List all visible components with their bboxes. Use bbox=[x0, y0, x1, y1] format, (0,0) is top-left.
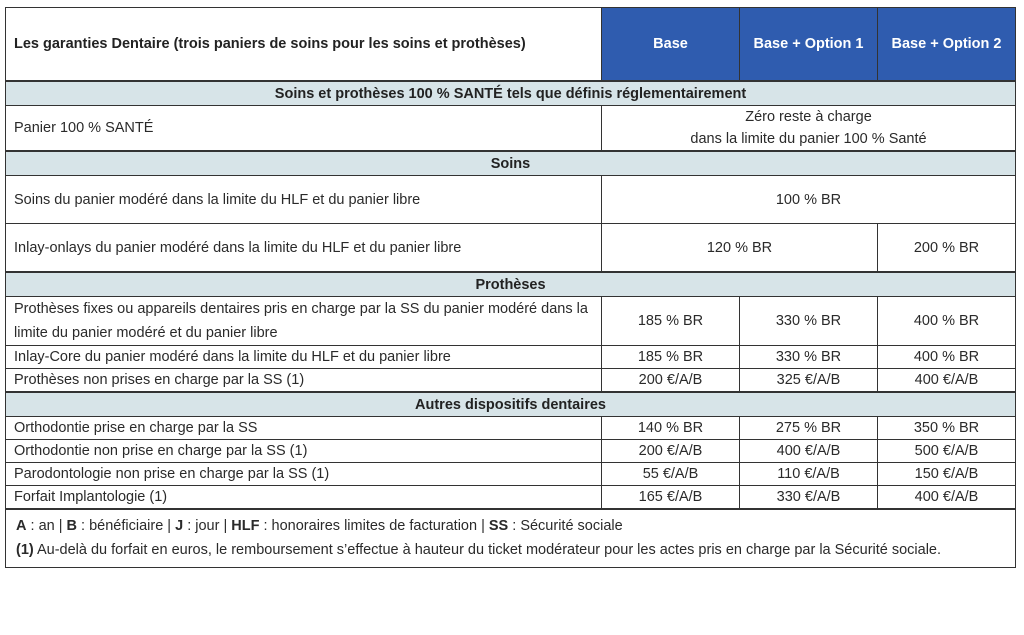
row-label: Orthodontie non prise en charge par la SS (1) bbox=[6, 440, 602, 463]
legend-text-ss: : Sécurité sociale bbox=[508, 518, 623, 534]
legend-key-a: A bbox=[16, 518, 27, 534]
notes-cell bbox=[6, 509, 1016, 568]
value-base: 185 % BR bbox=[602, 297, 740, 346]
legend-key-ss: SS bbox=[488, 518, 509, 534]
table-row bbox=[6, 440, 1016, 463]
legend-key-hlf: HLF bbox=[231, 518, 260, 534]
section-title-100-sante: Soins et prothèses 100 % SANTÉ tels que définis réglementairement bbox=[6, 81, 1016, 106]
value-option-2: 400 €/A/B bbox=[878, 486, 1016, 510]
value-option-1: 330 % BR bbox=[740, 297, 878, 346]
table-title: Les garanties Dentaire (trois paniers de soins pour les soins et prothèses) bbox=[6, 8, 602, 82]
section-title-autres-dispositifs: Autres dispositifs dentaires bbox=[6, 392, 1016, 417]
value-base: 200 €/A/B bbox=[602, 369, 740, 393]
notes-row bbox=[6, 509, 1016, 568]
value-line-1: Zéro reste à charge bbox=[745, 109, 872, 125]
header-row bbox=[6, 8, 1016, 82]
abbreviation-legend bbox=[16, 514, 1005, 538]
value-option-1: 325 €/A/B bbox=[740, 369, 878, 393]
value-option-1: 275 % BR bbox=[740, 417, 878, 440]
row-label: Inlay-onlays du panier modéré dans la limite du HLF et du panier libre bbox=[6, 224, 602, 273]
row-label: Prothèses fixes ou appareils dentaires pris en charge par la SS du panier modéré dans la limite du panier modéré et du panier libre bbox=[6, 297, 602, 346]
plan-header-option-1: Base + Option 1 bbox=[740, 8, 878, 82]
section-heading bbox=[6, 151, 1016, 176]
row-label: Soins du panier modéré dans la limite du HLF et du panier libre bbox=[6, 176, 602, 224]
value-base: 185 % BR bbox=[602, 346, 740, 369]
value-option-2: 350 % BR bbox=[878, 417, 1016, 440]
table-row bbox=[6, 369, 1016, 393]
value-base: 200 €/A/B bbox=[602, 440, 740, 463]
row-label: Forfait Implantologie (1) bbox=[6, 486, 602, 510]
value-base: 165 €/A/B bbox=[602, 486, 740, 510]
value-option-2: 500 €/A/B bbox=[878, 440, 1016, 463]
table-row bbox=[6, 486, 1016, 510]
dental-guarantees-table bbox=[5, 7, 1016, 568]
footnote-text: Au-delà du forfait en euros, le remboursement s’effectue à hauteur du ticket modérateur pour les actes pris en charge par la Sécurité sociale. bbox=[33, 542, 942, 558]
plan-header-option-2: Base + Option 2 bbox=[878, 8, 1016, 82]
legend-text-a: : an | bbox=[26, 518, 67, 534]
table-row bbox=[6, 463, 1016, 486]
value-base: 140 % BR bbox=[602, 417, 740, 440]
value-option-1: 330 €/A/B bbox=[740, 486, 878, 510]
table-row bbox=[6, 346, 1016, 369]
section-heading bbox=[6, 392, 1016, 417]
value-option-2: 400 €/A/B bbox=[878, 369, 1016, 393]
merged-value-cell: 100 % BR bbox=[602, 176, 1016, 224]
row-label: Parodontologie non prise en charge par la SS (1) bbox=[6, 463, 602, 486]
section-heading bbox=[6, 81, 1016, 106]
value-option-1: 330 % BR bbox=[740, 346, 878, 369]
value-line-2: dans la limite du panier 100 % Santé bbox=[690, 131, 927, 147]
value-base: 55 €/A/B bbox=[602, 463, 740, 486]
footnote bbox=[16, 538, 1005, 562]
table-row bbox=[6, 176, 1016, 224]
section-title-protheses: Prothèses bbox=[6, 272, 1016, 297]
legend-text-j: : jour | bbox=[183, 518, 232, 534]
option2-value-cell: 200 % BR bbox=[878, 224, 1016, 273]
row-label: Orthodontie prise en charge par la SS bbox=[6, 417, 602, 440]
section-heading bbox=[6, 272, 1016, 297]
table-row bbox=[6, 297, 1016, 346]
merged-value-cell bbox=[602, 106, 1016, 152]
legend-text-b: : bénéficiaire | bbox=[77, 518, 176, 534]
legend-key-b: B bbox=[66, 518, 78, 534]
row-label: Prothèses non prises en charge par la SS (1) bbox=[6, 369, 602, 393]
plan-header-base: Base bbox=[602, 8, 740, 82]
value-option-1: 400 €/A/B bbox=[740, 440, 878, 463]
section-title-soins: Soins bbox=[6, 151, 1016, 176]
value-option-1: 110 €/A/B bbox=[740, 463, 878, 486]
value-option-2: 400 % BR bbox=[878, 346, 1016, 369]
value-option-2: 150 €/A/B bbox=[878, 463, 1016, 486]
table-row bbox=[6, 224, 1016, 273]
table-row bbox=[6, 106, 1016, 152]
legend-text-hlf: : honoraires limites de facturation | bbox=[259, 518, 489, 534]
row-label: Inlay-Core du panier modéré dans la limite du HLF et du panier libre bbox=[6, 346, 602, 369]
value-option-2: 400 % BR bbox=[878, 297, 1016, 346]
footnote-marker: (1) bbox=[16, 542, 34, 558]
legend-key-j: J bbox=[175, 518, 184, 534]
table-row bbox=[6, 417, 1016, 440]
row-label: Panier 100 % SANTÉ bbox=[6, 106, 602, 152]
base-option1-value-cell: 120 % BR bbox=[602, 224, 878, 273]
